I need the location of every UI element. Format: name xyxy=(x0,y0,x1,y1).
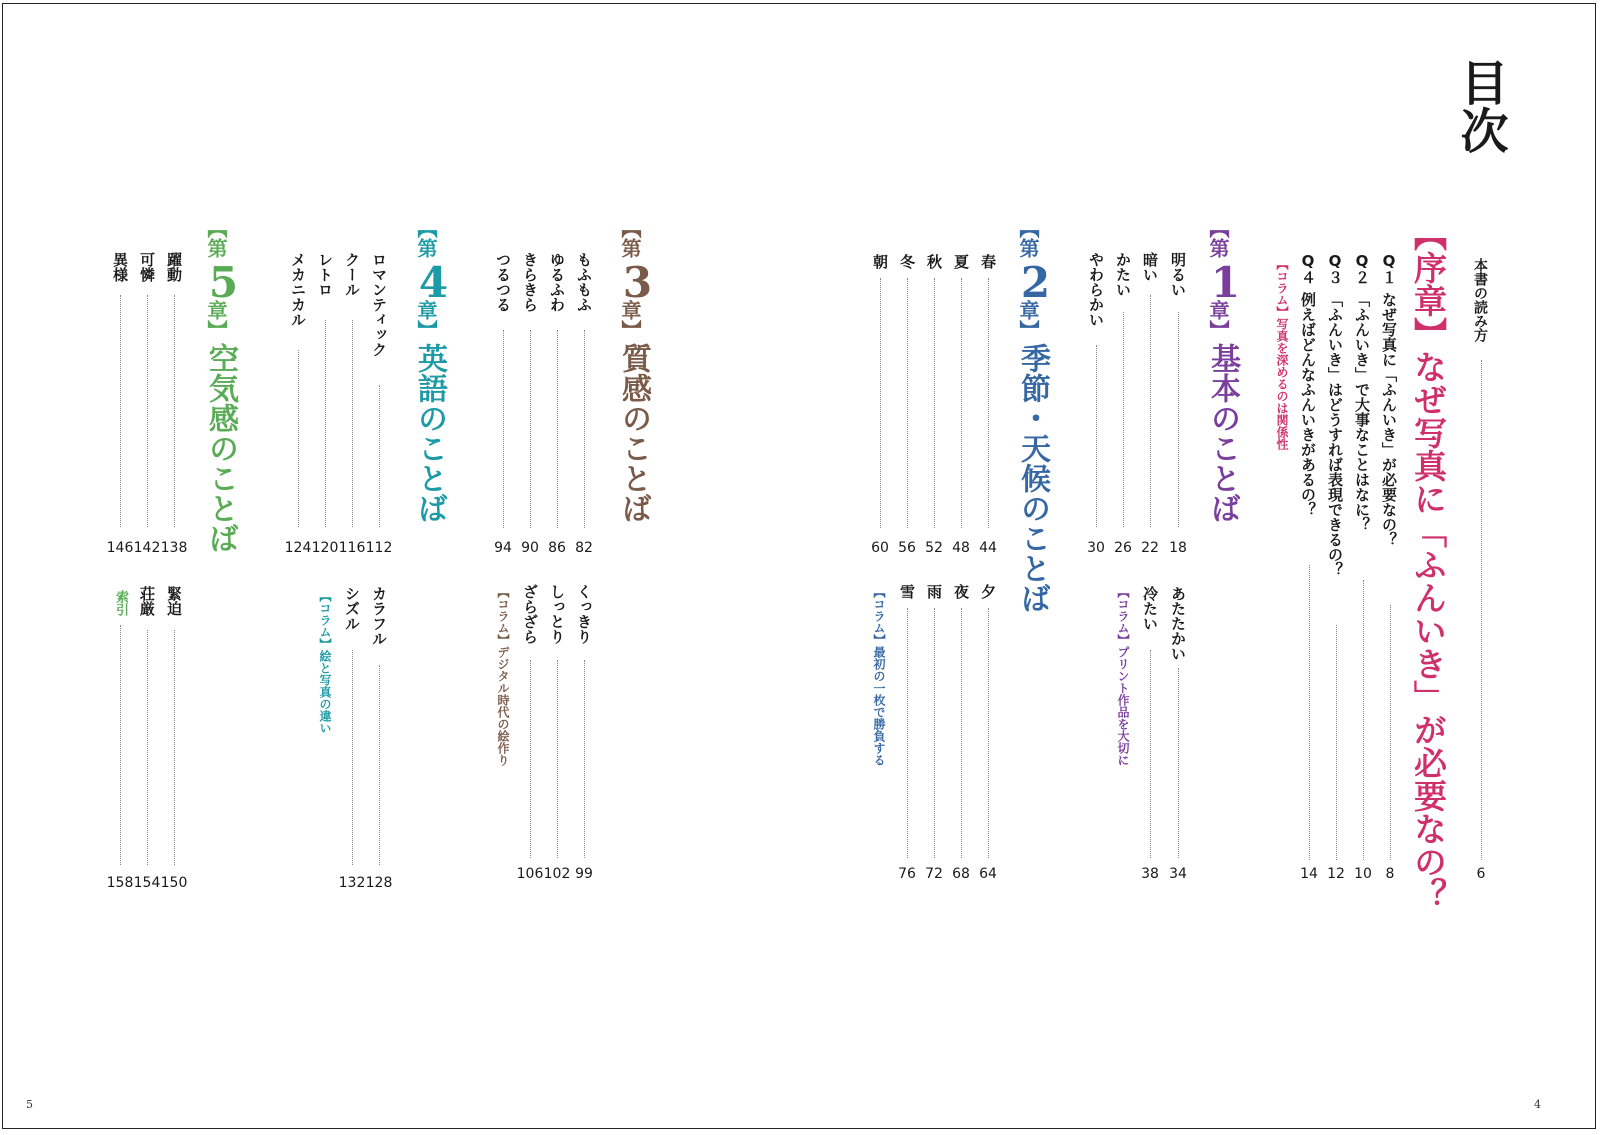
prologue-heading: 【序章】なぜ写真に「ふんいき」が必要なの？ xyxy=(1409,218,1448,911)
prologue-q1-label: なぜ写真に「ふんいき」が必要なの？ xyxy=(1380,292,1398,547)
ch5-item-4-page: 150 xyxy=(160,875,188,891)
ch4-item-6-leader xyxy=(352,650,353,865)
ch2-item-8-leader xyxy=(934,608,935,858)
intro-leader xyxy=(1481,360,1482,860)
ch5-item-1-leader xyxy=(174,295,175,527)
prologue-q2-label: 「ふんいき」で大事なことはなに？ xyxy=(1353,292,1371,532)
ch2-item-3: 秋 xyxy=(925,254,943,269)
ch1-item-4-leader xyxy=(1096,345,1097,527)
ch5-item-5: 荘厳 xyxy=(138,586,156,616)
ch2-item-1: 春 xyxy=(979,254,997,269)
prologue-q4-leader xyxy=(1309,565,1310,860)
ch2-item-3-page: 52 xyxy=(925,540,943,556)
ch4-item-1-page: 112 xyxy=(365,540,393,556)
ch2-item-4-leader xyxy=(907,278,908,528)
prologue-q1-page: 8 xyxy=(1385,866,1395,882)
ch5-item-3: 異様 xyxy=(111,252,129,282)
ch3-item-3-page: 90 xyxy=(521,540,539,556)
ch4-item-5-leader xyxy=(379,665,380,865)
chapter3-title: 質感のことば xyxy=(616,343,651,523)
chapter5-suffix: 章】 xyxy=(204,300,228,340)
prologue-q4-label: 例えばどんなふんいきがあるの？ xyxy=(1299,292,1317,517)
ch4-item-3-leader xyxy=(325,320,326,527)
ch2-item-8: 雨 xyxy=(925,584,943,599)
ch1-item-2: 暗い xyxy=(1141,252,1159,282)
ch3-item-5-page: 99 xyxy=(575,866,593,882)
chapter2-prefix: 【第 xyxy=(1016,218,1040,258)
ch3-item-5: くっきり xyxy=(575,584,593,644)
ch5-item-1-page: 138 xyxy=(160,540,188,556)
ch4-item-1: ロマンティック xyxy=(370,252,388,357)
chapter2-suffix: 章】 xyxy=(1016,300,1040,340)
ch3-item-4-page: 94 xyxy=(494,540,512,556)
ch3-item-4: つるつる xyxy=(494,252,512,312)
chapter1-prefix: 【第 xyxy=(1206,218,1230,258)
ch5-item-4: 緊迫 xyxy=(165,586,183,616)
intro-page: 6 xyxy=(1476,866,1486,882)
ch2-item-9-leader xyxy=(907,608,908,858)
ch1-item-3: かたい xyxy=(1114,252,1132,297)
ch2-item-3-leader xyxy=(934,278,935,528)
ch1-item-4: やわらかい xyxy=(1087,252,1105,327)
prologue-q3-leader xyxy=(1336,625,1337,860)
page-frame xyxy=(2,3,1596,1129)
chapter5-number: 5 xyxy=(199,258,248,307)
chapter1-number: 1 xyxy=(1201,258,1250,307)
ch1-item-5-page: 34 xyxy=(1169,866,1187,882)
ch2-item-6: 夕 xyxy=(979,584,997,599)
prologue-q2-leader xyxy=(1363,580,1364,860)
ch1-item-2-page: 22 xyxy=(1141,540,1159,556)
ch2-item-6-page: 64 xyxy=(979,866,997,882)
ch3-item-6-page: 102 xyxy=(543,866,571,882)
intro-label: 本書の読み方 xyxy=(1472,258,1488,342)
ch1-item-5-leader xyxy=(1178,668,1179,858)
ch5-item-2-leader xyxy=(147,295,148,527)
ch3-item-1-page: 82 xyxy=(575,540,593,556)
chapter1-title: 基本のことば xyxy=(1205,343,1240,523)
ch4-item-6-page: 132 xyxy=(338,875,366,891)
chapter5-title: 空気感のことば xyxy=(203,343,238,553)
ch3-item-3: きらきら xyxy=(521,252,539,312)
ch2-item-1-leader xyxy=(988,278,989,528)
chapter2-title: 季節・天候のことば xyxy=(1015,343,1050,613)
ch2-item-5: 朝 xyxy=(871,254,889,269)
ch3-item-7-page: 106 xyxy=(516,866,544,882)
ch5-item-2-page: 142 xyxy=(133,540,161,556)
folio-right: 4 xyxy=(1534,1098,1541,1111)
ch1-item-3-leader xyxy=(1123,312,1124,527)
ch2-item-2-leader xyxy=(961,278,962,528)
ch4-item-3: レトロ xyxy=(316,252,334,297)
chapter3-prefix: 【第 xyxy=(618,218,642,258)
ch2-item-5-leader xyxy=(880,278,881,528)
ch3-item-7: ざらざら xyxy=(521,584,539,644)
chapter4-prefix: 【第 xyxy=(414,218,438,258)
ch1-item-6-leader xyxy=(1150,650,1151,858)
ch4-item-5-page: 128 xyxy=(365,875,393,891)
ch3-item-1-leader xyxy=(584,330,585,528)
folio-left: 5 xyxy=(26,1098,33,1111)
index-label: 索引 xyxy=(113,590,128,616)
ch3-item-6-leader xyxy=(557,660,558,858)
ch4-item-1-leader xyxy=(379,385,380,527)
ch1-item-1-page: 18 xyxy=(1169,540,1187,556)
ch4-item-5: カラフル xyxy=(370,586,388,646)
ch2-item-9-page: 76 xyxy=(898,866,916,882)
page-title: 目次 xyxy=(1452,58,1508,154)
prologue-q2-number: Q２ xyxy=(1353,252,1371,285)
ch4-column: 【コラム】絵と写真の違い xyxy=(318,590,332,734)
index-leader xyxy=(120,625,121,865)
prologue-q1-leader xyxy=(1390,605,1391,860)
ch3-item-6: しっとり xyxy=(548,584,566,644)
ch1-item-1: 明るい xyxy=(1169,252,1187,297)
prologue-q4-page: 14 xyxy=(1300,866,1318,882)
ch1-item-2-leader xyxy=(1150,295,1151,527)
ch2-column: 【コラム】最初の一枚で勝負する xyxy=(872,586,886,766)
ch3-item-2-page: 86 xyxy=(548,540,566,556)
chapter5-prefix: 【第 xyxy=(204,218,228,258)
ch2-item-5-page: 60 xyxy=(871,540,889,556)
ch1-item-6-page: 38 xyxy=(1141,866,1159,882)
ch3-item-7-leader xyxy=(530,660,531,858)
prologue-q4-number: Q４ xyxy=(1299,252,1317,285)
ch4-item-3-page: 120 xyxy=(311,540,339,556)
ch1-item-1-leader xyxy=(1178,312,1179,527)
ch4-item-4-leader xyxy=(298,350,299,527)
ch2-item-8-page: 72 xyxy=(925,866,943,882)
ch4-item-6: シズル xyxy=(343,586,361,631)
chapter3-number: 3 xyxy=(613,258,662,307)
ch2-item-4-page: 56 xyxy=(898,540,916,556)
ch5-item-1: 躍動 xyxy=(165,252,183,282)
ch3-column: 【コラム】デジタル時代の絵作り xyxy=(496,586,510,766)
ch5-item-5-page: 154 xyxy=(133,875,161,891)
ch2-item-7-page: 68 xyxy=(952,866,970,882)
ch1-item-5: あたたかい xyxy=(1169,586,1187,661)
ch1-item-4-page: 30 xyxy=(1087,540,1105,556)
prologue-q1-number: Q１ xyxy=(1380,252,1398,285)
chapter4-number: 4 xyxy=(409,258,458,307)
ch2-item-1-page: 44 xyxy=(979,540,997,556)
ch4-item-4-page: 124 xyxy=(284,540,312,556)
ch4-item-2: クール xyxy=(343,252,361,297)
ch2-item-6-leader xyxy=(988,608,989,858)
ch3-item-4-leader xyxy=(503,330,504,528)
prologue-q3-label: 「ふんいき」はどうすれば表現できるの？ xyxy=(1326,292,1344,577)
ch4-item-2-page: 116 xyxy=(338,540,366,556)
ch1-item-3-page: 26 xyxy=(1114,540,1132,556)
chapter4-title: 英語のことば xyxy=(412,343,447,523)
ch3-item-2-leader xyxy=(557,330,558,528)
ch1-column: 【コラム】プリント作品を大切に xyxy=(1116,586,1130,766)
ch5-item-3-leader xyxy=(120,295,121,527)
index-page: 158 xyxy=(106,875,134,891)
chapter4-suffix: 章】 xyxy=(414,300,438,340)
ch5-item-3-page: 146 xyxy=(106,540,134,556)
chapter1-suffix: 章】 xyxy=(1206,300,1230,340)
prologue-column: 【コラム】写真を深めるのは関係性 xyxy=(1275,258,1289,450)
ch2-item-7: 夜 xyxy=(952,584,970,599)
ch2-item-2-page: 48 xyxy=(952,540,970,556)
prologue-q3-number: Q３ xyxy=(1326,252,1344,285)
ch3-item-2: ゆるふわ xyxy=(548,252,566,312)
ch4-item-2-leader xyxy=(352,320,353,527)
ch2-item-4: 冬 xyxy=(898,254,916,269)
ch2-item-9: 雪 xyxy=(898,584,916,599)
prologue-q3-page: 12 xyxy=(1327,866,1345,882)
ch1-item-6: 冷たい xyxy=(1141,586,1159,631)
chapter3-suffix: 章】 xyxy=(618,300,642,340)
chapter2-number: 2 xyxy=(1011,258,1060,307)
ch3-item-3-leader xyxy=(530,330,531,528)
ch5-item-5-leader xyxy=(147,630,148,865)
prologue-q2-page: 10 xyxy=(1354,866,1372,882)
ch3-item-1: もふもふ xyxy=(575,252,593,312)
ch3-item-5-leader xyxy=(584,660,585,858)
ch5-item-2: 可憐 xyxy=(138,252,156,282)
ch5-item-4-leader xyxy=(174,630,175,865)
ch2-item-7-leader xyxy=(961,608,962,858)
ch4-item-4: メカニカル xyxy=(289,252,307,327)
ch2-item-2: 夏 xyxy=(952,254,970,269)
